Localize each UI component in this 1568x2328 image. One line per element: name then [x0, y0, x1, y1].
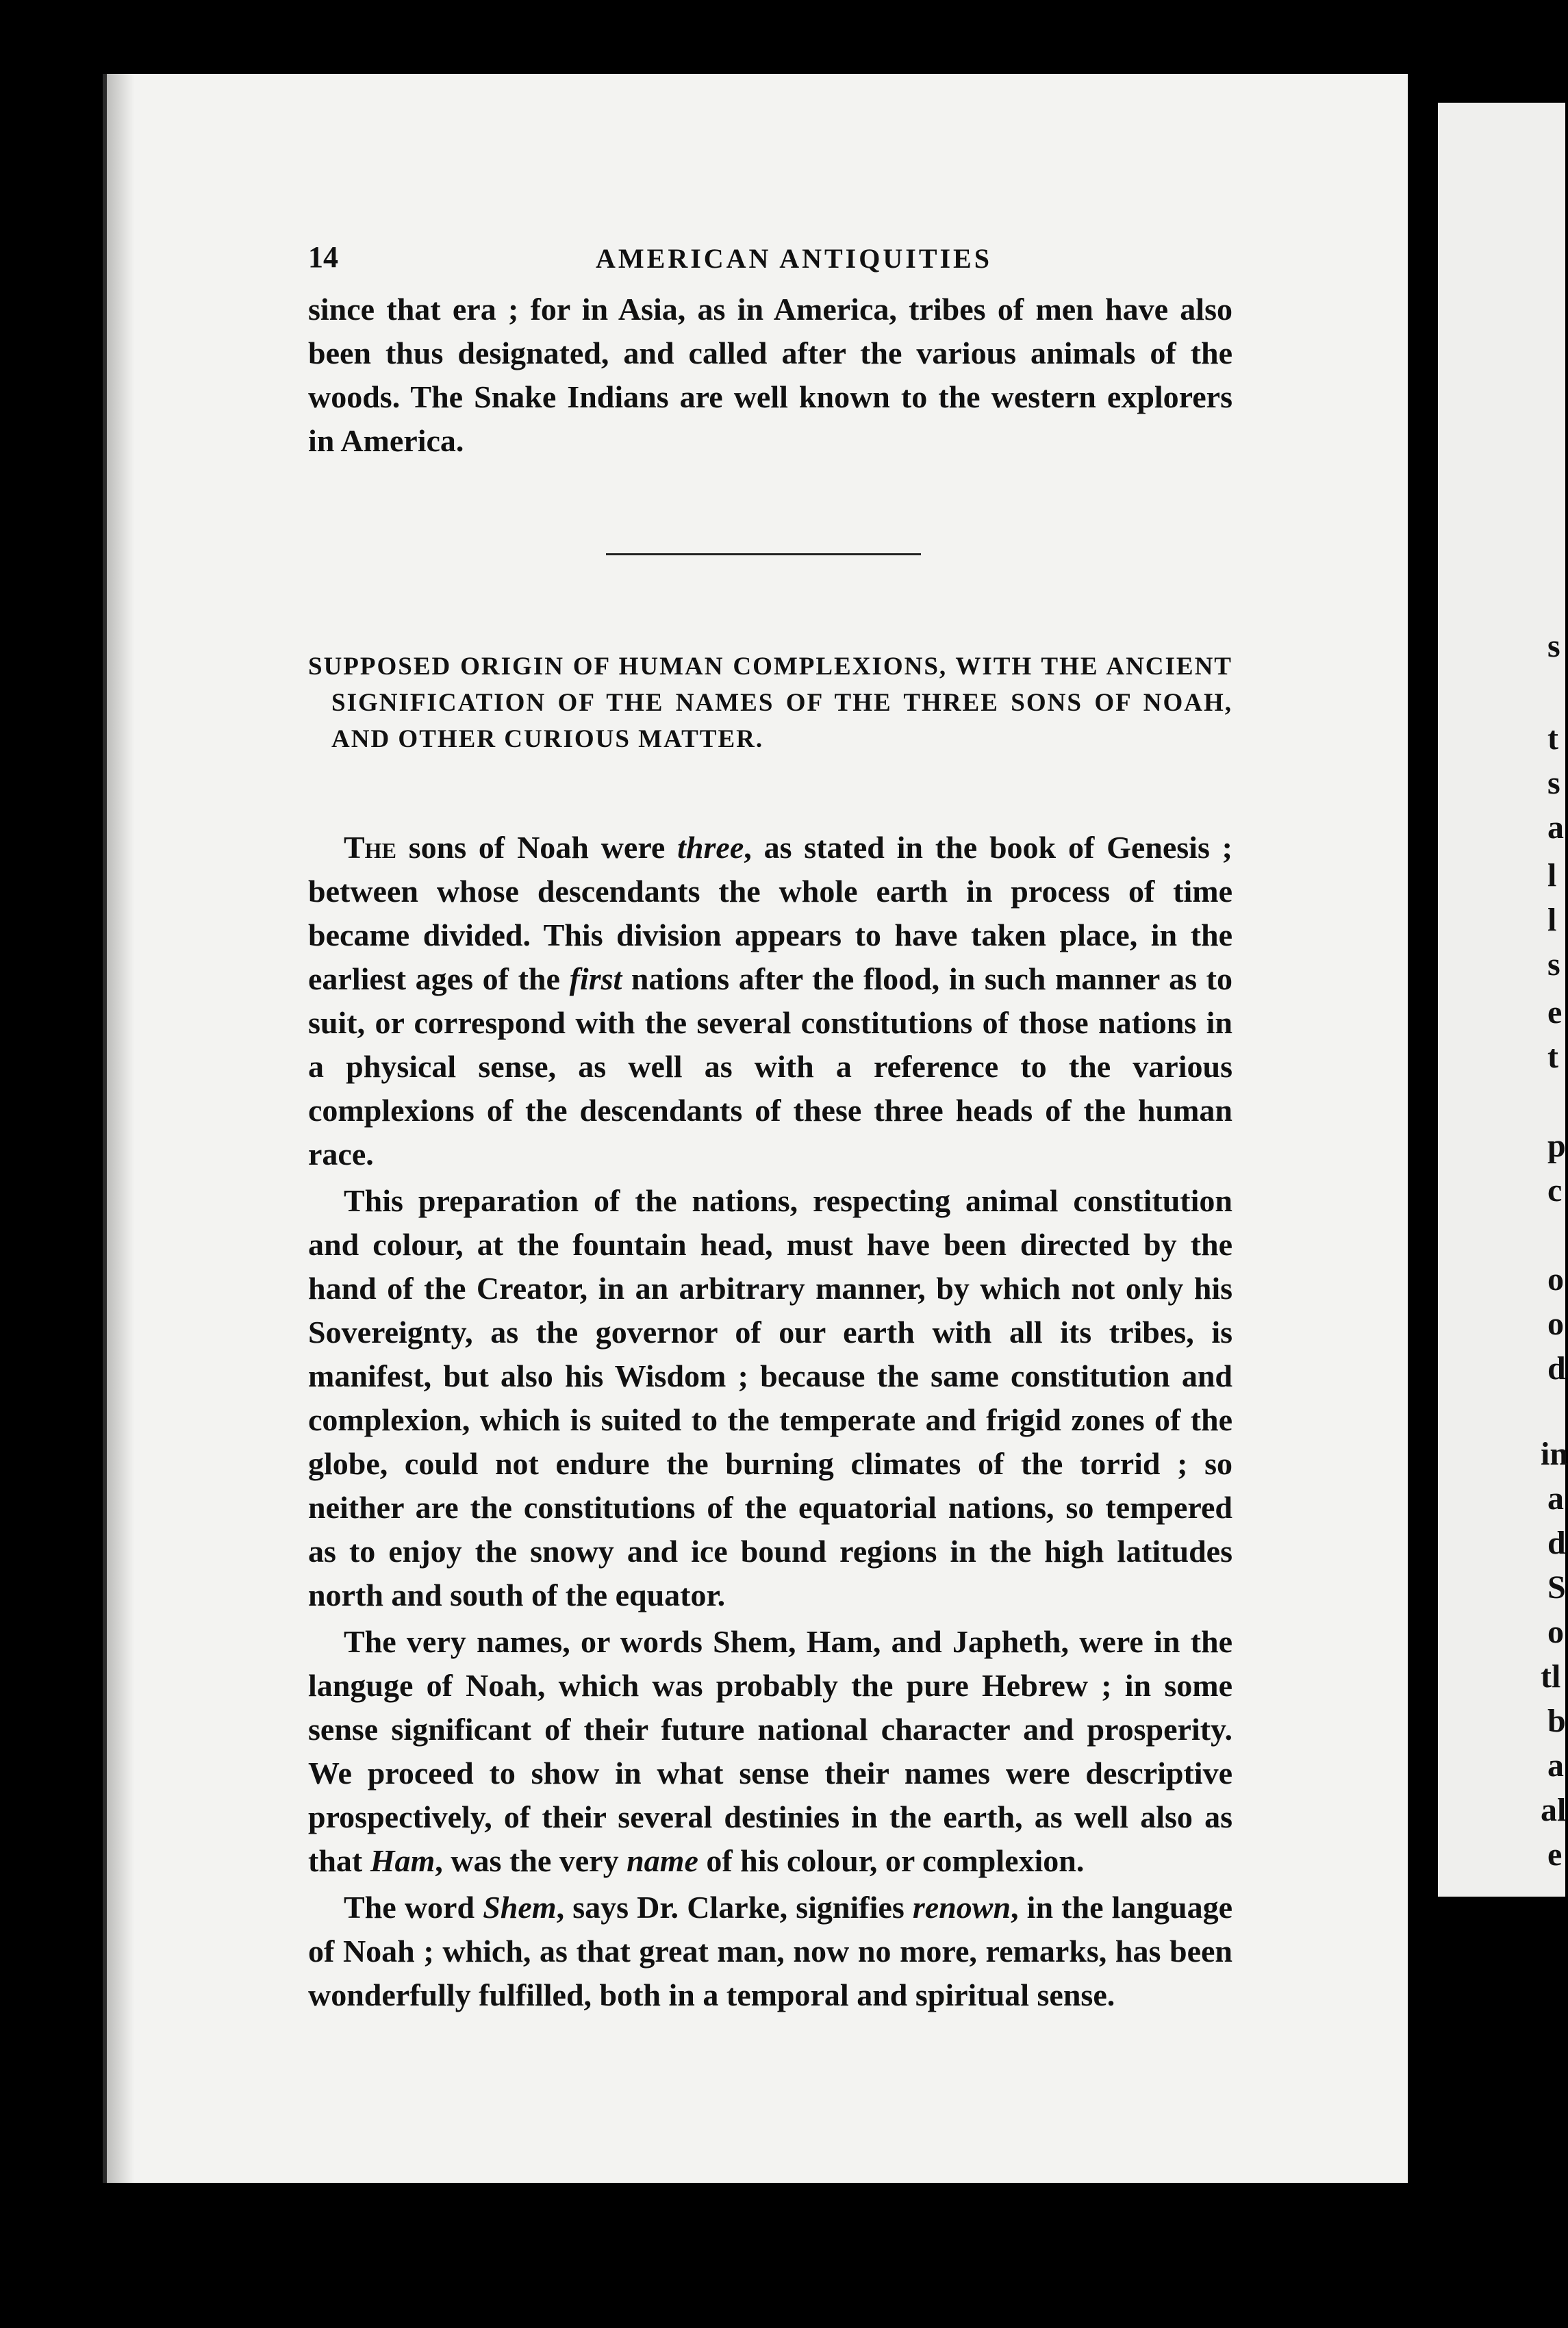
section-rule [606, 553, 921, 555]
paragraph-continued: since that era ; for in Asia, as in America, tribes of men have also been thus designated, and called after the various animals of the woods. The Snake Indians are well known to the western explorers in America. [308, 292, 1232, 458]
text-run: The word [344, 1890, 483, 1925]
text-run: The very names, or words Shem, Ham, and Japheth, were in the languge of Noah, which was probably the pure Hebrew ; in some sense significant of their future national character and prosperity. We proceed to show in what sense their names were descriptive prospectively, of their several destinies in the earth, as well also as that [308, 1624, 1232, 1878]
next-page-fragment: S [1547, 1569, 1566, 1606]
running-head [308, 240, 1232, 288]
italic-text: renown [912, 1890, 1011, 1925]
paragraph [308, 826, 1232, 1176]
adjacent-page-edge [1438, 103, 1568, 1897]
text-run: , was the very [435, 1843, 627, 1878]
next-page-fragment: o [1547, 1306, 1564, 1342]
next-page-fragment: s [1547, 765, 1560, 801]
next-page-fragment: l [1547, 902, 1557, 938]
next-page-fragment: e [1547, 994, 1563, 1030]
italic-text: three [677, 830, 744, 865]
page-number: 14 [308, 240, 338, 274]
next-page-fragment: tl [1541, 1658, 1561, 1695]
next-page-fragment: d [1547, 1525, 1566, 1561]
text-run: nations after the flood, in such manner as to suit, or correspond with the several constitutions of those nations in a physical sense, as well as with a reference to the various complexions of the descendants of these three heads of the human race. [308, 961, 1232, 1172]
next-page-fragment: s [1547, 628, 1560, 664]
next-page-fragment: in [1541, 1436, 1568, 1472]
next-page-fragment: t [1547, 1039, 1558, 1075]
next-page-fragment: al [1541, 1792, 1567, 1828]
paragraph [308, 1620, 1232, 1883]
italic-text: Ham [370, 1843, 435, 1878]
page-content [308, 240, 1232, 2017]
next-page-fragment: a [1547, 1480, 1564, 1517]
next-page-fragment: t [1547, 720, 1558, 757]
next-page-fragment: p [1547, 1128, 1566, 1164]
next-page-fragment: s [1547, 946, 1560, 983]
text-run: , in the language of Noah ; which, as that great man, now no more, remarks, has been wonderfully fulfilled, both in a temporal and spiritual sense. [308, 1890, 1232, 2012]
italic-text: Shem [483, 1890, 557, 1925]
running-title: AMERICAN ANTIQUITIES [596, 243, 992, 274]
text-run: sons of Noah were [396, 830, 678, 865]
next-page-fragment: o [1547, 1614, 1564, 1650]
paragraph [308, 1886, 1232, 2017]
section-heading: SUPPOSED ORIGIN OF HUMAN COMPLEXIONS, WITH THE ANCIENT SIGNIFICATION OF THE NAMES OF THE THREE SONS OF NOAH, AND OTHER CURIOUS MATTER. [308, 653, 1232, 753]
text-run: of his colour, or complexion. [698, 1843, 1085, 1878]
next-page-fragment: a [1547, 809, 1564, 846]
paragraph: This preparation of the nations, respecting animal constitution and colour, at the fountain head, must have been directed by the hand of the Creator, in an arbitrary manner, by which not only his Sovereignty, as the governor of our earth with all its tribes, is manifest, but also his Wisdom ; because the same constitution and complexion, which is suited to the temperate and frigid zones of the globe, could not endure the burning climates of the torrid ; so neither are the constitutions of the equatorial nations, so tempered as to enjoy the snowy and ice bound regions in the high latitudes north and south of the equator. [308, 1183, 1232, 1612]
italic-text: first [569, 961, 622, 996]
lead-word: The [344, 830, 396, 865]
next-page-fragment: c [1547, 1172, 1563, 1209]
italic-text: name [627, 1843, 698, 1878]
text-run: , as stated in the book of Genesis ; between whose descendants the whole earth in process of time became divided. This division appears to have taken place, in the earliest ages of the [308, 830, 1232, 996]
next-page-fragment: l [1547, 857, 1557, 894]
text-run: , says Dr. Clarke, signifies [556, 1890, 913, 1925]
next-page-fragment: o [1547, 1261, 1564, 1298]
next-page-fragment: d [1547, 1350, 1566, 1387]
next-page-fragment: e [1547, 1836, 1563, 1873]
next-page-fragment: b [1547, 1703, 1566, 1739]
gutter-shadow [107, 74, 134, 2183]
next-page-fragment: a [1547, 1747, 1564, 1784]
